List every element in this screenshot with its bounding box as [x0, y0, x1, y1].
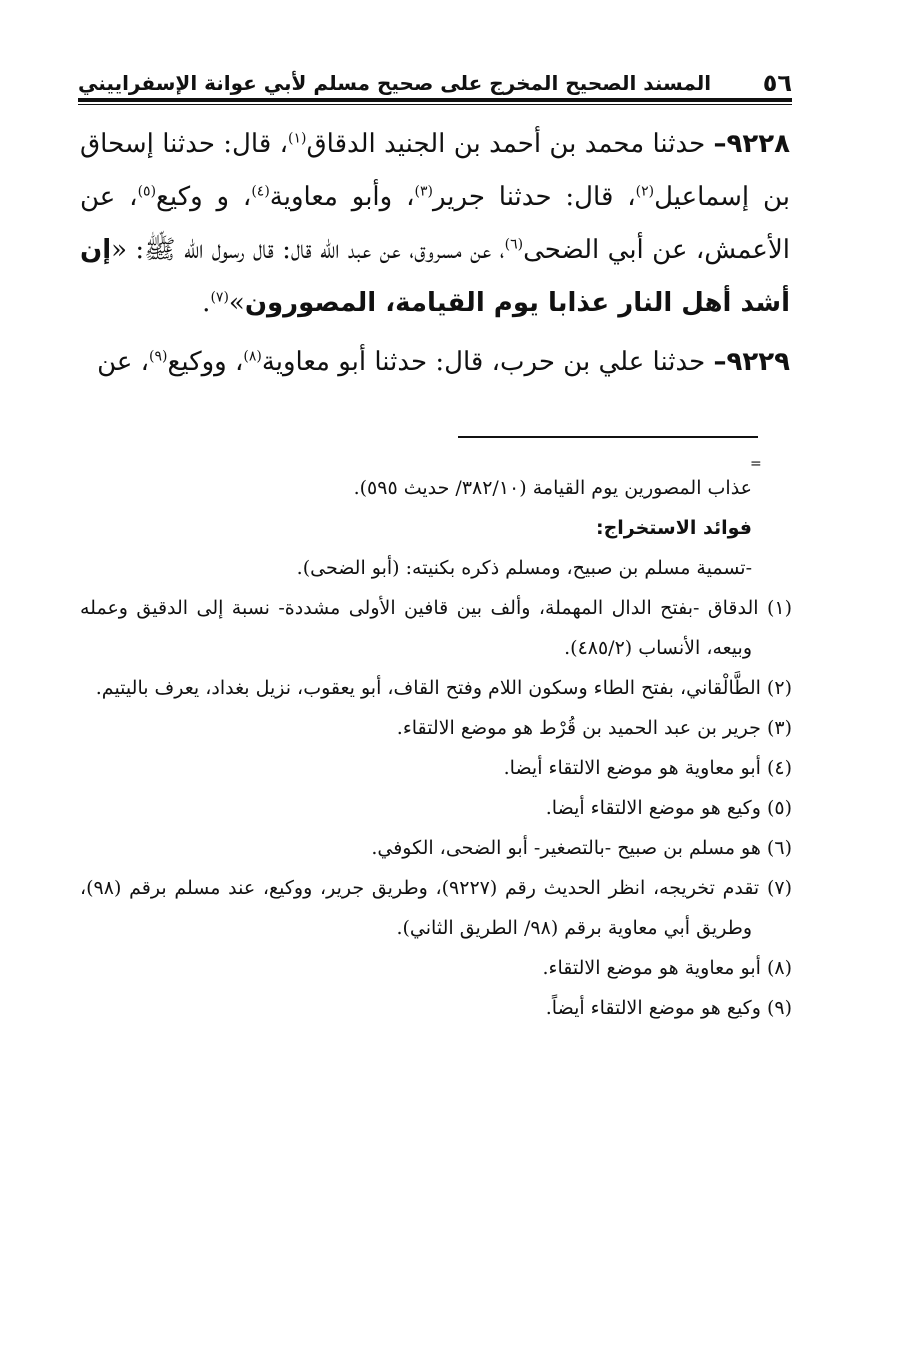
footnote-ref: (٥) [137, 183, 157, 200]
hadith-text: ، عن مسروق، عن عبد الله قال: قال رسول الله ﷺ: « [111, 235, 505, 265]
footnote-ref: (١) [288, 130, 307, 147]
hadith-text: ، قال: حدثنا جرير [432, 182, 636, 212]
footnote-1: (١) الدقاق -بفتح الدال المهملة، وألف بين قافين الأولى مشددة- نسبة إلى الدقيق وعمله وبيعه، الأنساب (٤٨٥/٢). [80, 597, 792, 659]
footnote-4: (٤) أبو معاوية هو موضع الالتقاء أيضا. [503, 757, 792, 779]
hadith-text: حدثنا علي بن حرب، قال: حدثنا أبو معاوية [261, 347, 714, 377]
prophetic-saying: إن أشد أهل النار عذابا يوم القيامة، المصورون [80, 235, 790, 318]
fawaid-text: -تسمية مسلم بن صبيح، ومسلم ذكره بكنيته: (أبو الضحى). [296, 557, 752, 579]
hadith-text: ، و وكيع [156, 182, 252, 212]
footnote-separator [458, 436, 758, 438]
footnote-ref: (٢) [635, 183, 655, 200]
header-rule-thick [78, 98, 792, 102]
footnote-8: (٨) أبو معاوية هو موضع الالتقاء. [542, 957, 792, 979]
footnote-9: (٩) وكيع هو موضع الالتقاء أيضاً. [545, 997, 792, 1019]
footnote-2: (٢) الطَّالْقاني، بفتح الطاء وسكون اللام وفتح القاف، أبو يعقوب، نزيل بغداد، يعرف باليتيم. [95, 677, 792, 699]
fawaid-heading: فوائد الاستخراج: [595, 517, 752, 539]
footnote-ref: (٤) [251, 183, 270, 200]
hadith-text: ، عن الأعمش، عن أبي الضحى [80, 182, 790, 265]
hadith-text: ، عن [97, 347, 150, 377]
hadith-text: ، ووكيع [167, 347, 244, 377]
footnote-ref: (٣) [414, 183, 433, 200]
running-title: المسند الصحيح المخرج على صحيح مسلم لأبي عوانة الإسفراييني [78, 71, 712, 95]
page-number: ٥٦ [762, 69, 792, 97]
header-rule-thin [78, 104, 792, 105]
hadith-number: ٩٢٢٩– [713, 347, 790, 377]
footnote-ref: (٨) [243, 348, 262, 365]
page-header [78, 66, 792, 100]
hadith-text: . [202, 288, 211, 318]
hadith-text: ، وأبو معاوية [269, 182, 415, 212]
hadith-9229 [80, 336, 790, 389]
main-text [80, 118, 790, 395]
footnote-ref: (٩) [149, 348, 168, 365]
footnote-ref: (٧) [210, 289, 229, 306]
footnote-6: (٦) هو مسلم بن صبيح -بالتصغير- أبو الضحى، الكوفي. [371, 837, 792, 859]
continuation-mark: = [750, 456, 762, 472]
footnote-5: (٥) وكيع هو موضع الالتقاء أيضا. [545, 797, 792, 819]
hadith-text: حدثنا محمد بن أحمد بن الجنيد الدقاق [306, 129, 714, 159]
footnote-continuation: عذاب المصورين يوم القيامة (٣٨٢/١٠/ حديث ٥٩٥). [353, 477, 752, 499]
footnote-7: (٧) تقدم تخريجه، انظر الحديث رقم (٩٢٢٧)، وطريق جرير، ووكيع، عند مسلم برقم (٩٨)، وطريق أبي معاوية برقم (٩٨/ الطريق الثاني). [80, 877, 792, 939]
footnotes [80, 468, 792, 1028]
hadith-number: ٩٢٢٨– [713, 129, 790, 159]
hadith-text: » [228, 288, 245, 318]
footnote-3: (٣) جرير بن عبد الحميد بن قُرْط هو موضع الالتقاء. [396, 717, 792, 739]
hadith-text: ، قال: حدثنا إسحاق بن إسماعيل [80, 129, 790, 212]
hadith-9228 [80, 118, 790, 330]
footnote-ref: (٦) [504, 236, 524, 253]
